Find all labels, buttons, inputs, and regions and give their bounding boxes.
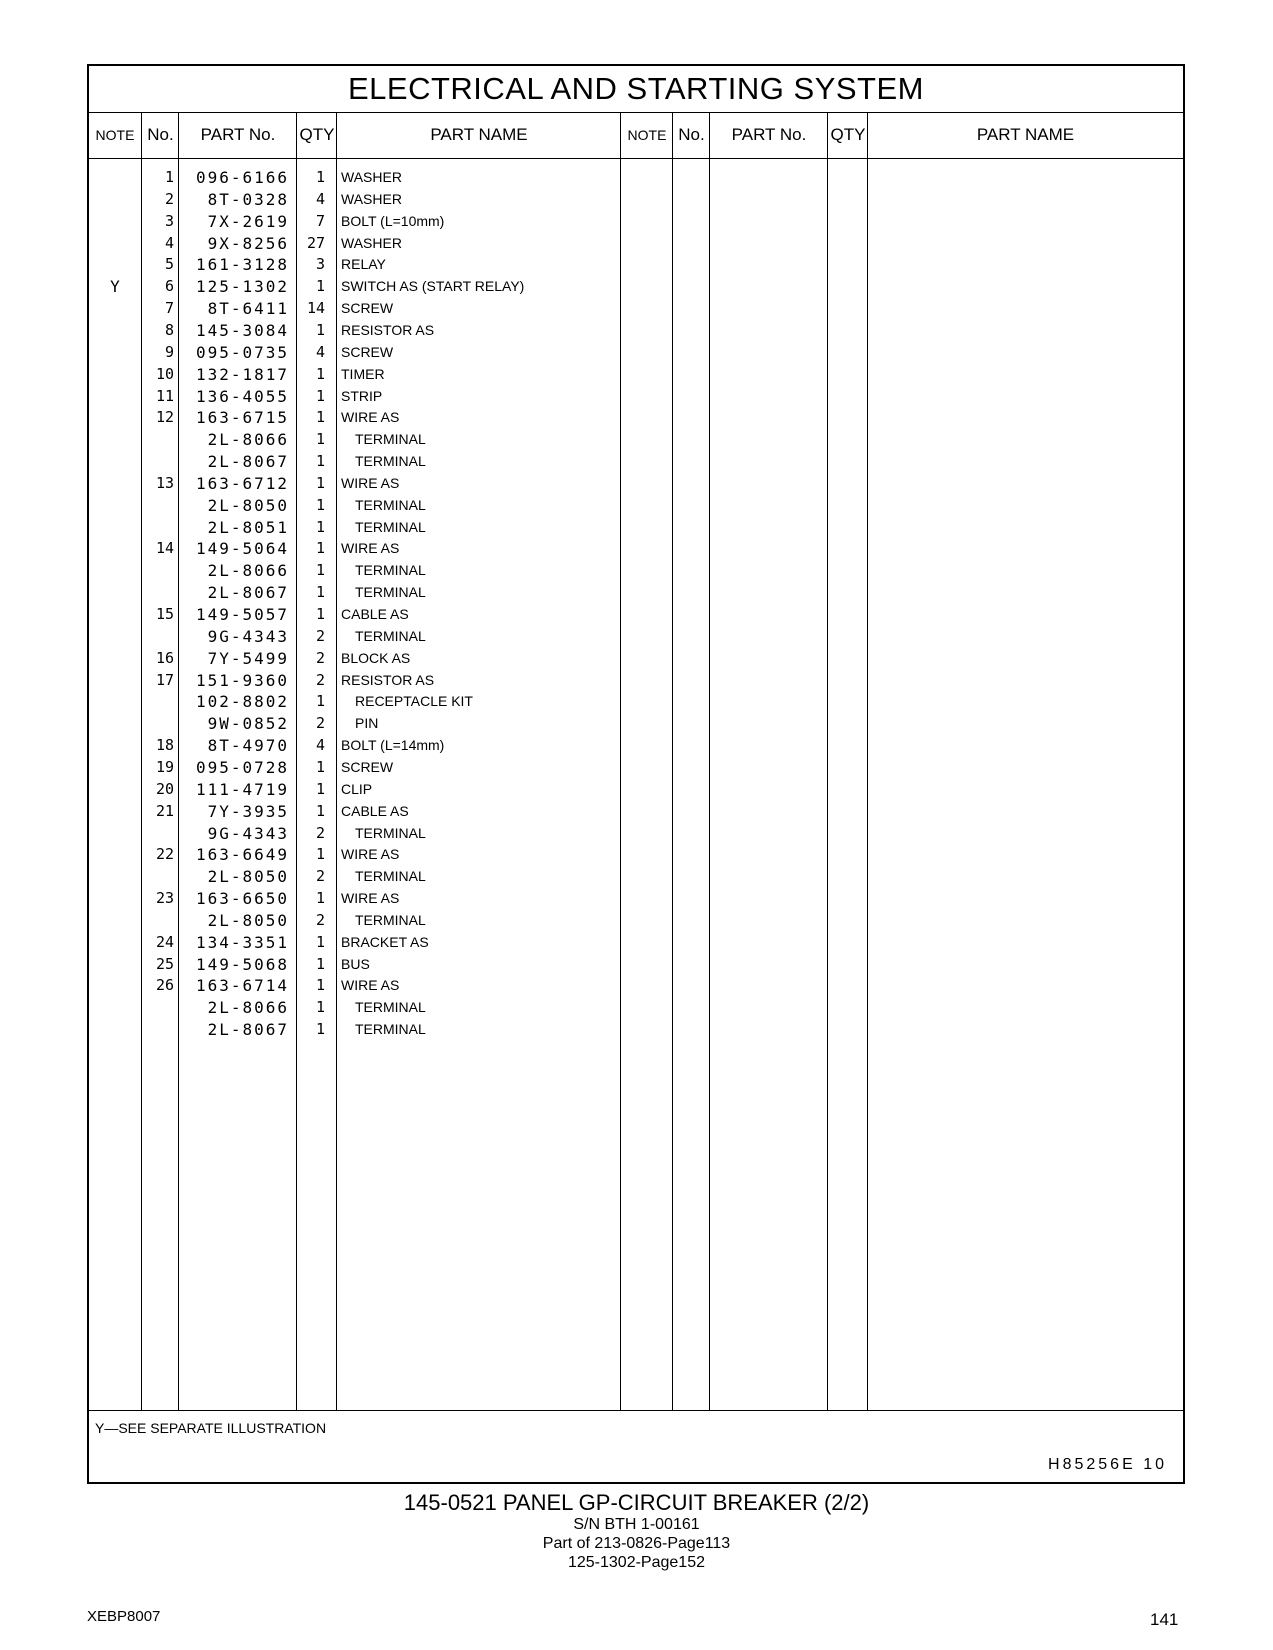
note-cell <box>89 385 141 408</box>
part-name-cell: TERMINAL <box>355 453 426 470</box>
note-cell <box>89 887 141 910</box>
note-cell <box>89 341 141 364</box>
quantity-cell: 4 <box>315 736 325 755</box>
part-name-cell: TIMER <box>341 365 385 382</box>
part-name-cell: WIRE AS <box>341 890 400 907</box>
part-number-cell: 9W-0852 <box>207 714 289 734</box>
note-cell <box>89 1018 141 1041</box>
part-number-cell: 151-9360 <box>195 670 289 690</box>
part-name-cell: STRIP <box>341 387 383 404</box>
header-qty-right: QTY <box>830 125 866 144</box>
item-number-cell: 24 <box>155 932 174 951</box>
part-number-cell: 149-5064 <box>195 539 289 559</box>
part-number-cell: 2L-8066 <box>207 998 289 1018</box>
quantity-cell: 1 <box>315 473 325 492</box>
note-cell <box>89 974 141 997</box>
part-name-cell: CLIP <box>341 780 373 797</box>
item-number-cell: 25 <box>155 954 174 973</box>
item-number-cell: 19 <box>155 757 174 776</box>
quantity-cell: 1 <box>315 801 325 820</box>
item-number-cell <box>142 625 174 648</box>
caption-serial: S/N BTH 1-00161 <box>573 1516 700 1533</box>
column-divider <box>827 112 828 1410</box>
item-number-cell: 4 <box>164 233 174 252</box>
quantity-cell: 1 <box>315 386 325 405</box>
quantity-cell: 2 <box>315 714 325 733</box>
quantity-cell: 1 <box>315 430 325 449</box>
part-name-cell: RESISTOR AS <box>341 671 435 688</box>
part-name-cell: CABLE AS <box>341 606 409 622</box>
item-number-cell: 15 <box>155 605 174 623</box>
quantity-cell: 1 <box>315 364 325 383</box>
note-cell <box>89 778 141 801</box>
part-name-cell: TERMINAL <box>355 627 426 644</box>
header-qty-left: QTY <box>299 125 335 144</box>
part-number-cell: 2L-8067 <box>207 583 289 603</box>
item-number-cell: 12 <box>155 408 174 427</box>
quantity-cell: 1 <box>315 277 325 296</box>
note-cell <box>89 166 141 189</box>
header-part-name-left: PART NAME <box>430 125 528 144</box>
part-name-cell: TERMINAL <box>355 999 426 1016</box>
parts-table-frame <box>87 64 1185 1484</box>
item-number-cell: 2 <box>164 189 174 208</box>
part-name-cell: BUS <box>341 955 370 972</box>
part-name-cell: BOLT (L=14mm) <box>341 737 445 754</box>
part-name-cell: RECEPTACLE KIT <box>355 693 473 710</box>
part-name-cell: SWITCH AS (START RELAY) <box>341 278 525 295</box>
quantity-cell: 1 <box>315 757 325 776</box>
part-name-cell: CABLE AS <box>341 802 409 819</box>
part-number-cell: 149-5068 <box>195 954 289 974</box>
item-number-cell: 26 <box>155 976 174 995</box>
part-number-cell: 163-6714 <box>195 976 289 996</box>
quantity-cell: 1 <box>315 932 325 951</box>
note-cell <box>89 690 141 713</box>
page-number: 141 <box>1150 1610 1179 1629</box>
part-number-cell: 9X-8256 <box>207 233 289 253</box>
column-divider <box>709 112 710 1410</box>
quantity-cell: 1 <box>315 517 325 536</box>
part-number-cell: 125-1302 <box>195 277 289 297</box>
part-number-cell: 102-8802 <box>195 692 289 712</box>
note-cell <box>89 537 141 560</box>
part-number-cell: 7Y-3935 <box>207 801 289 821</box>
part-name-cell: TERMINAL <box>355 518 426 535</box>
item-number-cell <box>142 1018 174 1041</box>
column-divider <box>336 112 337 1410</box>
quantity-cell: 1 <box>315 561 325 580</box>
note-cell <box>89 428 141 451</box>
item-number-cell: 18 <box>155 736 174 755</box>
part-number-cell: 096-6166 <box>195 168 289 187</box>
caption-title: 145-0521 PANEL GP-CIRCUIT BREAKER (2/2) <box>403 1490 870 1515</box>
part-name-cell: WIRE AS <box>341 409 400 426</box>
part-number-cell: 8T-6411 <box>207 299 289 319</box>
note-cell <box>89 210 141 233</box>
quantity-cell: 1 <box>315 1020 325 1039</box>
part-number-cell: 2L-8050 <box>207 867 289 887</box>
note-cell <box>89 756 141 779</box>
part-number-cell: 2L-8067 <box>207 452 289 472</box>
part-number-cell: 163-6712 <box>195 473 289 493</box>
part-number-cell: 163-6649 <box>195 845 289 865</box>
item-number-cell <box>142 712 174 735</box>
item-number-cell <box>142 996 174 1019</box>
header-note-right: NOTE <box>627 127 667 143</box>
item-number-cell: 6 <box>164 277 174 296</box>
part-name-cell: RESISTOR AS <box>341 321 435 338</box>
item-number-cell: 5 <box>164 255 174 274</box>
note-cell <box>89 647 141 670</box>
header-part-name-right: PART NAME <box>976 125 1075 144</box>
note-cell <box>89 909 141 932</box>
item-number-cell: 14 <box>155 539 174 558</box>
part-number-cell: 9G-4343 <box>207 823 289 843</box>
item-number-cell <box>142 428 174 451</box>
part-name-cell: TERMINAL <box>355 911 426 928</box>
part-number-cell: 2L-8051 <box>207 517 289 537</box>
header-note-left: NOTE <box>95 127 135 143</box>
part-name-cell: WIRE AS <box>341 846 400 863</box>
note-cell <box>89 559 141 582</box>
note-cell <box>89 472 141 495</box>
note-cell: Y <box>110 277 120 297</box>
note-cell <box>89 603 141 626</box>
quantity-cell: 4 <box>315 342 325 361</box>
table-bottom-rule <box>89 1410 1183 1411</box>
item-number-cell: 8 <box>164 320 174 339</box>
item-number-cell: 13 <box>155 473 174 492</box>
item-number-cell: 20 <box>155 779 174 798</box>
item-number-cell <box>142 822 174 845</box>
note-cell <box>89 669 141 692</box>
note-cell <box>89 931 141 954</box>
part-name-cell: TERMINAL <box>355 1021 426 1038</box>
note-cell <box>89 253 141 276</box>
header-no-right: No. <box>678 125 705 144</box>
note-cell <box>89 843 141 866</box>
note-cell <box>89 319 141 342</box>
caption-part-of: Part of 213-0826-Page113 <box>542 1535 731 1552</box>
item-number-cell <box>142 865 174 888</box>
part-name-cell: TERMINAL <box>355 496 426 513</box>
item-number-cell: 10 <box>155 364 174 383</box>
item-number-cell: 7 <box>164 299 174 318</box>
footnote: Y—SEE SEPARATE ILLUSTRATION <box>95 1420 327 1436</box>
item-number-cell <box>142 516 174 539</box>
part-number-cell: 9G-4343 <box>207 626 289 646</box>
part-name-cell: TERMINAL <box>355 868 426 885</box>
item-number-cell <box>142 559 174 582</box>
part-name-cell: WASHER <box>341 190 402 207</box>
part-number-cell: 2L-8066 <box>207 430 289 450</box>
part-number-cell: 095-0728 <box>195 757 289 777</box>
section-title: ELECTRICAL AND STARTING SYSTEM <box>89 66 1183 113</box>
part-name-cell: PIN <box>355 715 379 732</box>
header-part-no-right: PART No. <box>731 125 807 144</box>
part-number-cell: 095-0735 <box>195 342 289 362</box>
note-cell <box>89 865 141 888</box>
quantity-cell: 1 <box>315 605 325 623</box>
part-name-cell: RELAY <box>341 256 386 273</box>
quantity-cell: 1 <box>315 495 325 514</box>
part-number-cell: 8T-0328 <box>207 189 289 209</box>
note-cell <box>89 450 141 473</box>
quantity-cell: 2 <box>315 823 325 842</box>
note-cell <box>89 581 141 604</box>
quantity-cell: 1 <box>315 998 325 1017</box>
note-cell <box>89 363 141 386</box>
part-number-cell: 111-4719 <box>195 779 289 799</box>
note-cell <box>89 188 141 211</box>
item-number-cell: 9 <box>164 342 174 361</box>
item-number-cell: 1 <box>164 168 174 186</box>
note-cell <box>89 406 141 429</box>
part-name-cell: BLOCK AS <box>341 649 411 666</box>
quantity-cell: 1 <box>315 845 325 864</box>
quantity-cell: 27 <box>306 233 325 252</box>
quantity-cell: 4 <box>315 189 325 208</box>
item-number-cell: 3 <box>164 211 174 230</box>
quantity-cell: 1 <box>315 168 325 186</box>
quantity-cell: 1 <box>315 976 325 995</box>
part-name-cell: WASHER <box>341 169 402 185</box>
quantity-cell: 3 <box>315 255 325 274</box>
part-number-cell: 132-1817 <box>195 364 289 384</box>
quantity-cell: 1 <box>315 452 325 471</box>
note-cell <box>89 712 141 735</box>
quantity-cell: 1 <box>315 889 325 908</box>
part-name-cell: WIRE AS <box>341 977 400 994</box>
item-number-cell: 23 <box>155 889 174 908</box>
note-cell <box>89 516 141 539</box>
part-name-cell: WIRE AS <box>341 474 400 491</box>
drawing-code: H85256E 10 <box>1048 1456 1167 1473</box>
part-name-cell: SCREW <box>341 758 394 775</box>
item-number-cell: 16 <box>155 648 174 667</box>
quantity-cell: 1 <box>315 583 325 602</box>
item-number-cell: 11 <box>155 386 174 405</box>
column-divider <box>672 112 673 1410</box>
note-cell <box>89 625 141 648</box>
header-no-left: No. <box>147 125 174 144</box>
part-number-cell: 145-3084 <box>195 320 289 340</box>
part-number-cell: 2L-8050 <box>207 495 289 515</box>
part-number-cell: 2L-8050 <box>207 910 289 930</box>
item-number-cell <box>142 690 174 713</box>
quantity-cell: 1 <box>315 779 325 798</box>
quantity-cell: 14 <box>306 299 325 318</box>
note-cell <box>89 822 141 845</box>
item-number-cell <box>142 581 174 604</box>
part-name-cell: BOLT (L=10mm) <box>341 212 445 229</box>
quantity-cell: 1 <box>315 954 325 973</box>
part-number-cell: 163-6715 <box>195 408 289 428</box>
part-name-cell: TERMINAL <box>355 431 426 448</box>
part-name-cell: SCREW <box>341 343 394 360</box>
part-number-cell: 136-4055 <box>195 386 289 406</box>
quantity-cell: 2 <box>315 648 325 667</box>
item-number-cell: 17 <box>155 670 174 689</box>
part-name-cell: WIRE AS <box>341 540 400 557</box>
note-cell <box>89 953 141 976</box>
caption-reference: 125-1302-Page152 <box>567 1554 705 1571</box>
part-number-cell: 7X-2619 <box>207 211 289 231</box>
item-number-cell <box>142 450 174 473</box>
quantity-cell: 1 <box>315 539 325 558</box>
part-number-cell: 134-3351 <box>195 932 289 952</box>
item-number-cell <box>142 909 174 932</box>
note-cell <box>89 297 141 320</box>
item-number-cell <box>142 494 174 517</box>
quantity-cell: 2 <box>315 910 325 929</box>
quantity-cell: 2 <box>315 626 325 645</box>
note-cell <box>89 800 141 823</box>
part-name-cell: TERMINAL <box>355 584 426 601</box>
note-cell <box>89 232 141 255</box>
note-cell <box>89 494 141 517</box>
part-number-cell: 2L-8066 <box>207 561 289 581</box>
quantity-cell: 1 <box>315 692 325 711</box>
note-cell <box>89 996 141 1019</box>
item-number-cell: 21 <box>155 801 174 820</box>
part-name-cell: TERMINAL <box>355 824 426 841</box>
quantity-cell: 2 <box>315 867 325 886</box>
column-divider <box>867 112 868 1410</box>
part-name-cell: WASHER <box>341 234 402 251</box>
item-number-cell: 22 <box>155 845 174 864</box>
document-id: XEBP8007 <box>87 1608 161 1625</box>
part-name-cell: SCREW <box>341 300 394 317</box>
column-divider <box>620 112 621 1410</box>
quantity-cell: 7 <box>315 211 325 230</box>
part-number-cell: 149-5057 <box>195 605 289 624</box>
part-number-cell: 161-3128 <box>195 255 289 275</box>
part-number-cell: 8T-4970 <box>207 736 289 756</box>
part-name-cell: BRACKET AS <box>341 933 429 950</box>
part-number-cell: 2L-8067 <box>207 1020 289 1040</box>
part-number-cell: 163-6650 <box>195 889 289 909</box>
note-cell <box>89 734 141 757</box>
quantity-cell: 1 <box>315 408 325 427</box>
part-number-cell: 7Y-5499 <box>207 648 289 668</box>
header-part-no-left: PART No. <box>200 125 276 144</box>
quantity-cell: 2 <box>315 670 325 689</box>
quantity-cell: 1 <box>315 320 325 339</box>
part-name-cell: TERMINAL <box>355 562 426 579</box>
